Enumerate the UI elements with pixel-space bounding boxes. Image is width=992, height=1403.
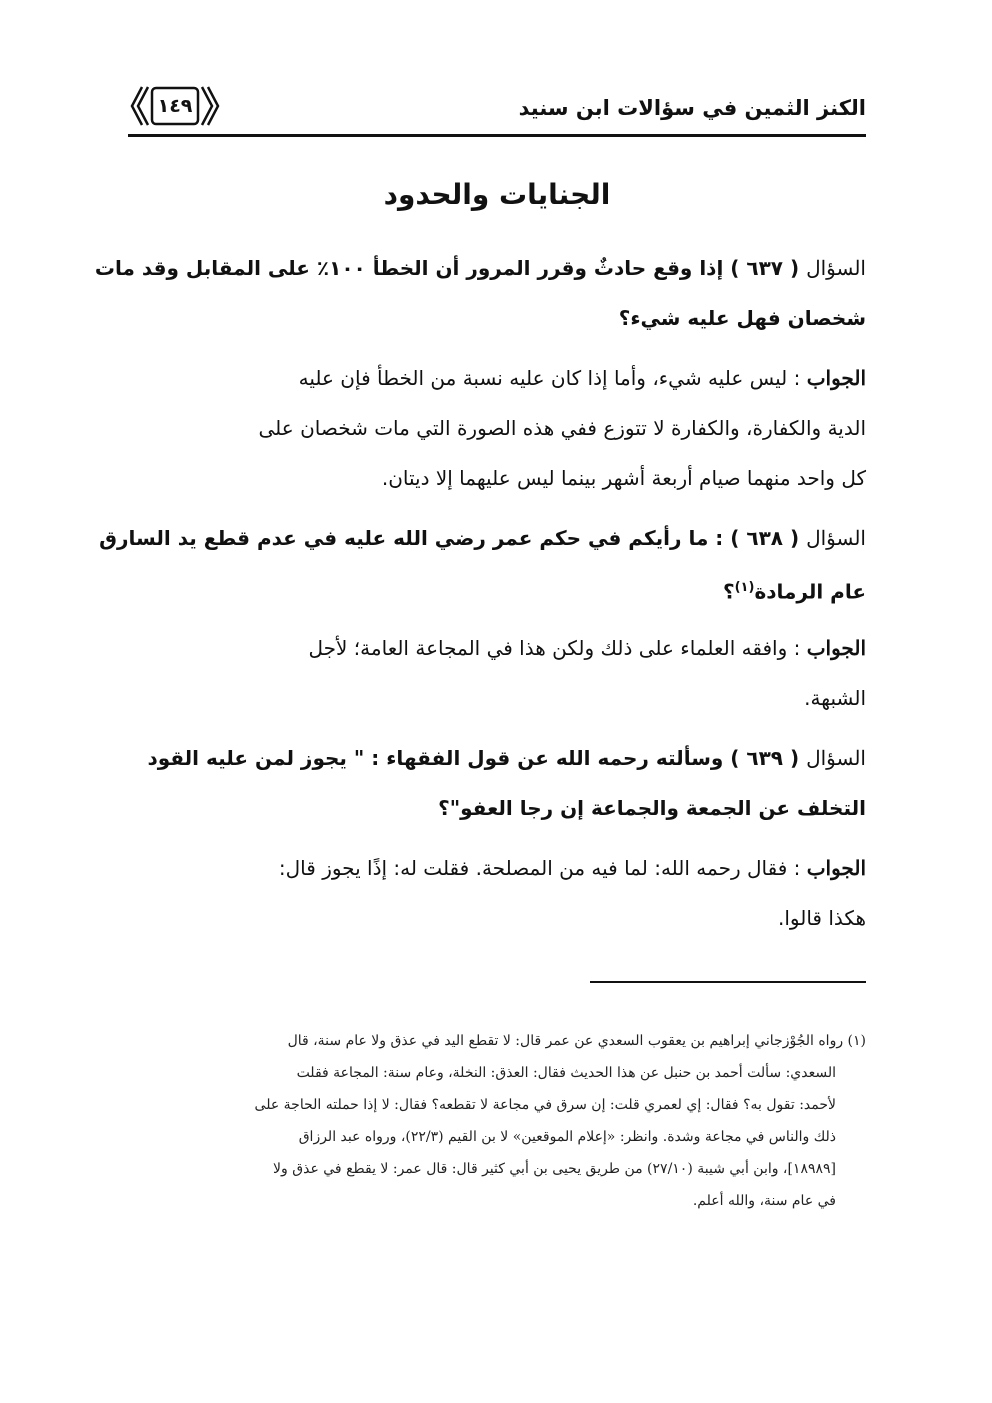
footnote-line: ذلك والناس في مجاعة وشدة. وانظر: «إعلام الموقعين» لا بن القيم (٢٢/٣)، ورواه عبد الرزاق [298, 1129, 836, 1145]
question-mark: ؟ [722, 579, 735, 604]
question-text-line: عام الرمادة [754, 579, 866, 604]
footnote-line: [١٨٩٨٩]، وابن أبي شيبة (٢٧/١٠) من طريق يحيى بن أبي كثير قال: قال عمر: لا يقطع في عذق ولا [273, 1161, 836, 1177]
answer-text-line: كل واحد منهما صيام أربعة أشهر بينما ليس عليهما إلا ديتان. [381, 466, 866, 490]
page-number: ١٤٩ [157, 95, 193, 117]
footnote-reference[interactable]: (١) [734, 580, 755, 595]
answer-text-line: : وافقه العلماء على ذلك ولكن هذا في المجاعة العامة؛ لأجل [308, 636, 801, 660]
book-title: الكنز الثمين في سؤالات ابن سنيد [518, 96, 866, 120]
answer-637 [128, 353, 866, 503]
question-text-line: شخصان فهل عليه شيء؟ [618, 306, 866, 330]
answer-639 [128, 843, 866, 943]
answer-text-line: : ليس عليه شيء، وأما إذا كان عليه نسبة من الخطأ فإن عليه [298, 366, 801, 390]
page-number-frame [128, 84, 222, 128]
question-text-line: التخلف عن الجمعة والجماعة إن رجا العفو"؟ [438, 796, 866, 820]
footnote-line: لأحمد: تقول به؟ فقال: إي لعمري قلت: إن سرق في مجاعة لا تقطعه؟ فقال: لا إذا حملته الحاجة على [254, 1097, 836, 1113]
answer-text-line: الشبهة. [804, 686, 866, 710]
page-header [128, 82, 866, 134]
answer-label: الجواب [806, 636, 866, 660]
answer-text-line: هكذا قالوا. [778, 906, 866, 930]
question-label: السؤال [806, 256, 866, 280]
question-638 [99, 513, 866, 613]
footnote-line: في عام سنة، والله أعلم. [692, 1193, 836, 1209]
question-label: السؤال [806, 746, 866, 770]
answer-638 [128, 623, 866, 723]
footnote-line: السعدي: سألت أحمد بن حنبل عن هذا الحديث فقال: العذق: النخلة، وعام سنة: المجاعة فقلت [296, 1065, 836, 1081]
answer-text-line: : فقال رحمه الله: لما فيه من المصلحة. فقلت له: إذًا يجوز قال: [278, 856, 801, 880]
question-637 [94, 243, 866, 343]
header-divider [128, 134, 866, 137]
chapter-title: الجنايات والحدود [383, 178, 611, 211]
question-text-line: ( ٦٣٧ ) إذا وقع حادثٌ وقرر المرور أن الخطأ ١٠٠٪ على المقابل وقد مات [94, 256, 800, 280]
answer-label: الجواب [806, 366, 866, 390]
question-label: السؤال [806, 526, 866, 550]
answer-text-line: الدية والكفارة، والكفارة لا تتوزع ففي هذه الصورة التي مات شخصان على [258, 416, 866, 440]
footnote-divider [590, 981, 866, 983]
footnote-line: (١) رواه الجُوْزجاني إبراهيم بن يعقوب السعدي عن عمر قال: لا تقطع اليد في عذق ولا عام سنة، قال [287, 1033, 866, 1049]
question-639 [128, 733, 866, 833]
answer-label: الجواب [806, 856, 866, 880]
question-text-line: ( ٦٣٨ ) : ما رأيكم في حكم عمر رضي الله عليه في عدم قطع يد السارق [99, 526, 800, 550]
question-text-line: ( ٦٣٩ ) وسألته رحمه الله عن قول الفقهاء : " يجوز لمن عليه القود [147, 746, 800, 770]
footnote [128, 1025, 866, 1217]
